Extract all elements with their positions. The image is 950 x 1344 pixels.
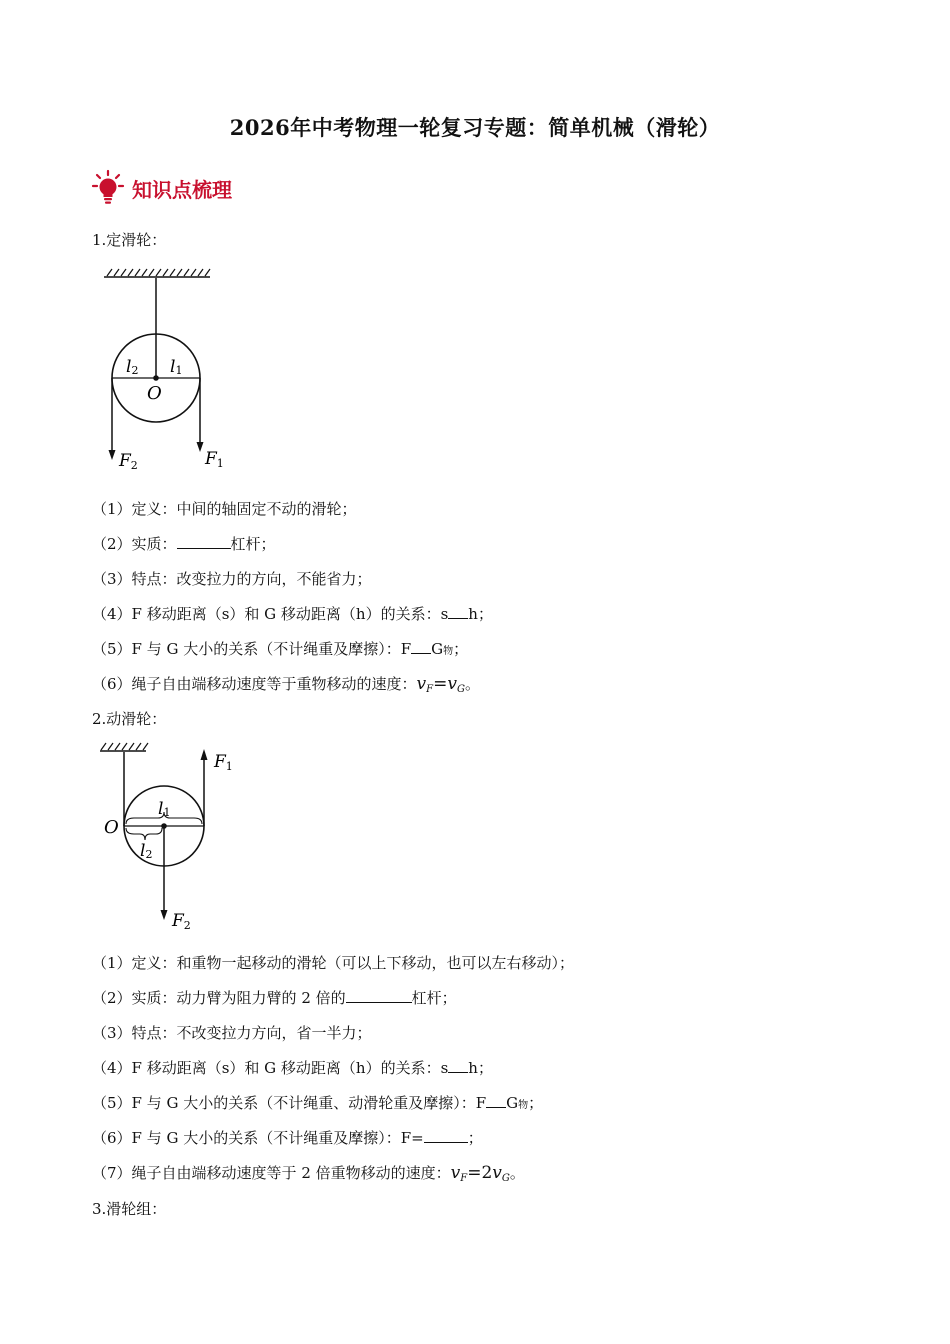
answer-blank[interactable] xyxy=(424,1128,468,1143)
answer-blank[interactable] xyxy=(486,1093,506,1108)
ceiling-hatch xyxy=(107,269,210,276)
movable-item-2: （2）实质：动力臂为阻力臂的 2 倍的 杠杆； xyxy=(92,989,457,1007)
page-title: 2026年中考物理一轮复习专题：简单机械（滑轮） xyxy=(229,115,721,140)
movable-item-5: （5）F 与 G 大小的关系（不计绳重、动滑轮重及摩擦）：F G物； xyxy=(92,1094,544,1112)
arrow-f2 xyxy=(161,910,168,920)
axle-point xyxy=(153,375,159,381)
fixed-pulley-heading: 1.定滑轮： xyxy=(92,231,167,249)
answer-blank[interactable] xyxy=(177,534,231,549)
label-f2: F2 xyxy=(172,911,191,932)
movable-item-1: （1）定义：和重物一起移动的滑轮（可以上下移动，也可以左右移动）； xyxy=(92,954,575,972)
movable-item-4: （4）F 移动距离（s）和 G 移动距离（h）的关系：s h； xyxy=(92,1059,493,1077)
arrow-f1 xyxy=(197,442,204,452)
label-f2: F2 xyxy=(119,451,138,472)
label-l2: l2 xyxy=(140,841,153,861)
movable-item-3: （3）特点：不改变拉力方向，省一半力； xyxy=(92,1024,372,1042)
label-l1: l1 xyxy=(170,357,183,377)
answer-blank[interactable] xyxy=(448,604,468,619)
answer-blank[interactable] xyxy=(411,639,431,654)
fixed-item-3: （3）特点：改变拉力的方向，不能省力； xyxy=(92,570,372,588)
arrow-f1 xyxy=(201,749,208,760)
movable-pulley-diagram xyxy=(98,738,248,938)
ceiling-hatch xyxy=(101,743,148,750)
fixed-item-2: （2）实质： 杠杆； xyxy=(92,535,276,553)
label-l1: l1 xyxy=(158,799,171,819)
movable-item-6: （6）F 与 G 大小的关系（不计绳重及摩擦）：F= ； xyxy=(92,1129,483,1147)
pulley-block-heading: 3.滑轮组： xyxy=(92,1200,167,1218)
fixed-item-4: （4）F 移动距离（s）和 G 移动距离（h）的关系：s h； xyxy=(92,605,493,623)
brace-l2 xyxy=(126,828,162,840)
movable-pulley-heading: 2.动滑轮： xyxy=(92,710,167,728)
section-header xyxy=(90,168,232,208)
arrow-f2 xyxy=(109,450,116,460)
section-title: 知识点梳理 xyxy=(132,177,232,202)
label-o: O xyxy=(147,383,162,404)
fixed-item-1: （1）定义：中间的轴固定不动的滑轮； xyxy=(92,500,357,518)
fixed-item-6: （6）绳子自由端移动速度等于重物移动的速度：$v_F=v_G$。 xyxy=(92,674,480,695)
movable-item-7: （7）绳子自由端移动速度等于 2 倍重物移动的速度：$v_F=2v_G$。 xyxy=(92,1163,525,1184)
fixed-item-5: （5）F 与 G 大小的关系（不计绳重及摩擦）：F G物； xyxy=(92,640,469,658)
axle-point xyxy=(161,823,167,829)
label-l2: l2 xyxy=(126,357,139,377)
answer-blank[interactable] xyxy=(346,988,412,1003)
fixed-pulley-diagram xyxy=(98,264,238,474)
label-o: O xyxy=(104,817,119,838)
answer-blank[interactable] xyxy=(448,1058,468,1073)
lightbulb-icon xyxy=(90,168,130,208)
label-f1: F1 xyxy=(205,449,224,470)
label-f1: F1 xyxy=(214,752,233,773)
